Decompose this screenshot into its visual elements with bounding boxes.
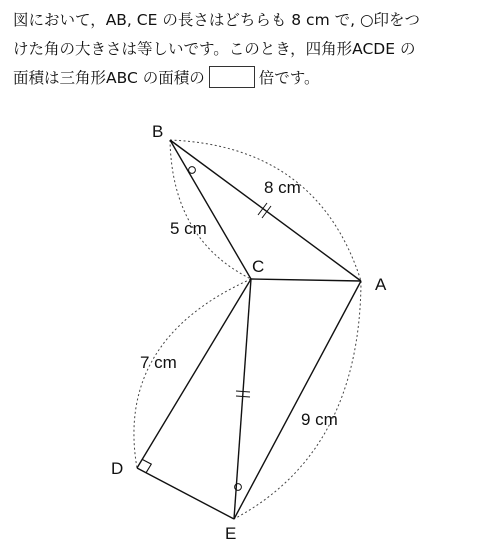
label-c: C (252, 257, 265, 276)
label-b: B (152, 122, 164, 141)
length-ab: 8 cm (264, 178, 301, 197)
angle-mark-b (189, 167, 196, 174)
label-e: E (225, 524, 237, 543)
segment-cd (137, 279, 251, 468)
tick-marks (236, 203, 271, 397)
label-d: D (111, 459, 124, 478)
question-line-3-before: 面積は三角形ABC の面積の (13, 69, 205, 87)
segment-ea (234, 281, 361, 519)
segment-ab (170, 140, 361, 281)
question-line-2: けた角の大きさは等しいです。このとき，四角形ACDE の (13, 40, 416, 58)
segment-ec (234, 279, 251, 519)
length-cd: 7 cm (140, 353, 177, 372)
tick-ce-2 (236, 396, 250, 397)
point-labels (111, 122, 387, 543)
length-bc: 5 cm (170, 219, 207, 238)
question-line-3-after: 倍です。 (258, 69, 320, 87)
tick-ce-1 (236, 391, 250, 392)
segment-ca (251, 279, 361, 281)
segment-de (137, 468, 234, 519)
segment-bc (170, 140, 251, 279)
length-ae: 9 cm (301, 410, 338, 429)
figure-lines (137, 140, 361, 519)
question-line-1: 図において，AB, CE の長さはどちらも 8 cm で, ○印をつ (13, 11, 420, 29)
label-a: A (375, 275, 387, 294)
